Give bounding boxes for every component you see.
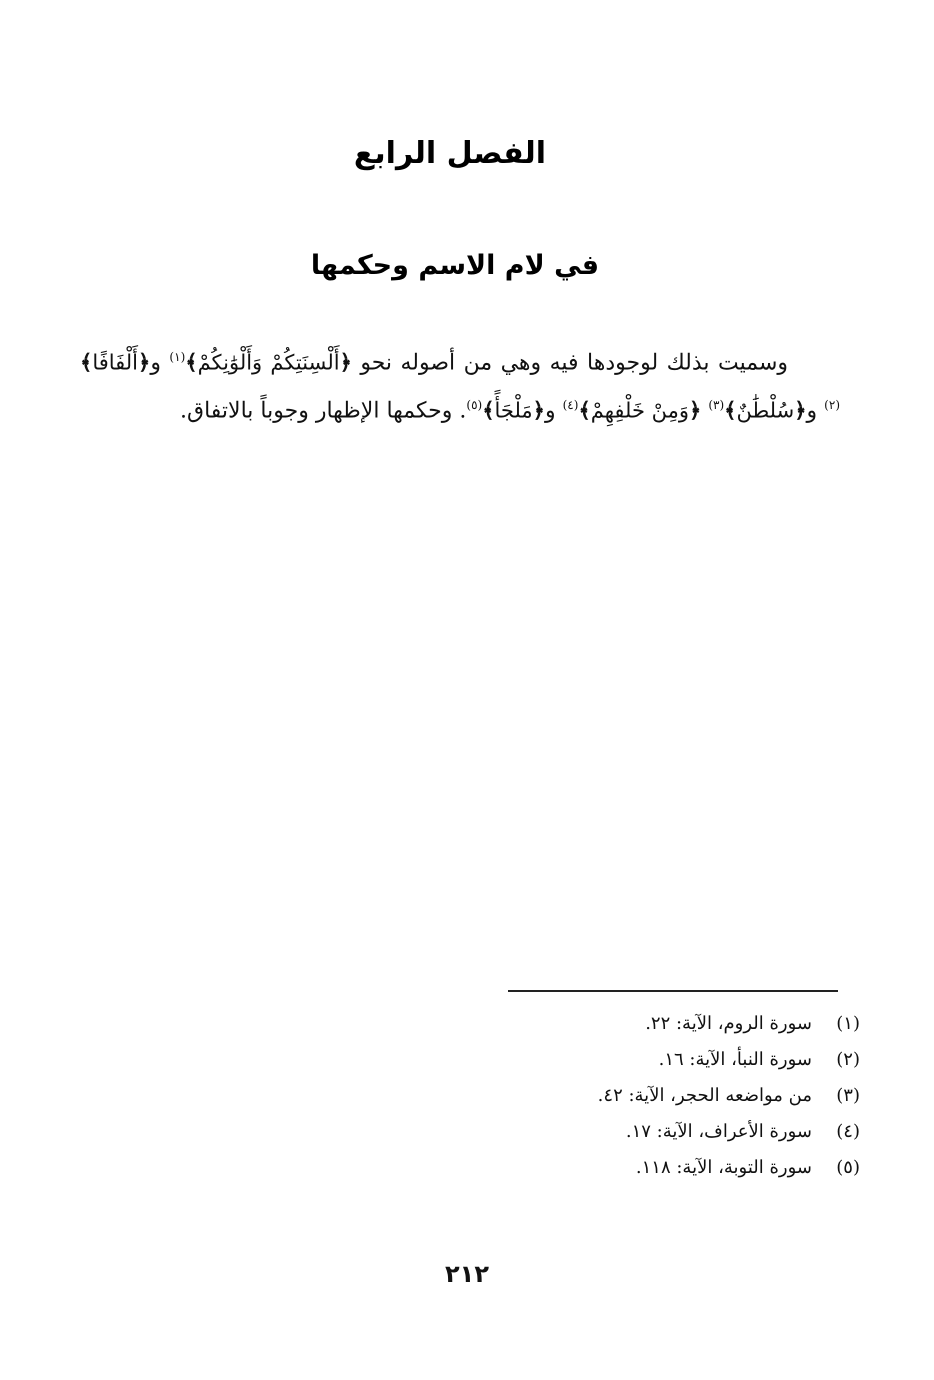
footnote-item [420, 1114, 860, 1150]
bracket-open: ﴿ [138, 350, 151, 375]
footnote-ref[interactable]: (١) [169, 350, 186, 364]
footnote-text: سورة الأعراف، الآية: ١٧. [625, 1121, 812, 1142]
quran-word-text: سُلْطَٰنٌ [736, 398, 795, 423]
footnote-ref[interactable]: (٢) [824, 398, 840, 413]
page-number: ٢١٢ [445, 1260, 489, 1288]
footnote-item [420, 1042, 860, 1078]
bracket-open: ﴿ [339, 350, 352, 375]
ending-text: . وحكمها الإظهار وجوباً بالاتفاق. [180, 398, 467, 424]
quran-word-text: أَلْسِنَتِكُمْ وَأَلْوَٰنِكُمْ [197, 350, 340, 375]
footnote-number: (٤) [836, 1121, 860, 1142]
footnote-divider [508, 990, 838, 992]
intro-text: وسميت بذلك لوجودها فيه وهي من أصوله نحو [360, 350, 789, 376]
chapter-title: الفصل الرابع [353, 136, 547, 171]
conjunction: و [150, 350, 161, 376]
bracket-close: ﴾ [724, 398, 737, 423]
bracket-close: ﴾ [578, 398, 591, 423]
footnotes-list [420, 1006, 860, 1186]
quran-word [724, 399, 806, 423]
bracket-close: ﴾ [482, 398, 495, 423]
footnote-item [420, 1078, 860, 1114]
chapter-subtitle: في لام الاسم وحكمها [310, 250, 600, 281]
bracket-close: ﴾ [185, 350, 198, 375]
quran-word-text: أَلْفَافًا [92, 350, 139, 375]
conjunction: و [544, 398, 556, 424]
quran-word [80, 350, 150, 374]
conjunction: و [806, 398, 818, 424]
footnote-text: سورة النبأ، الآية: ١٦. [658, 1049, 812, 1070]
quran-word-text: وَمِنْ خَلْفِهِمْ [590, 398, 690, 423]
quran-word-text: مَلْجَأً [494, 398, 533, 423]
footnote-text: سورة الروم، الآية: ٢٢. [645, 1013, 812, 1034]
bracket-open: ﴿ [532, 398, 545, 423]
footnote-item [420, 1150, 860, 1186]
quran-word [482, 399, 545, 423]
footnote-ref[interactable]: (٣) [708, 398, 725, 413]
footnote-ref[interactable]: (٥) [466, 398, 483, 413]
bracket-open: ﴿ [689, 398, 702, 423]
body-paragraph [80, 336, 840, 433]
footnote-ref[interactable]: (٤) [562, 398, 579, 413]
footnote-text: من مواضعه الحجر، الآية: ٤٢. [597, 1085, 812, 1106]
footnote-number: (٢) [836, 1049, 860, 1070]
bracket-close: ﴾ [80, 350, 93, 375]
footnote-text: سورة التوبة، الآية: ١١٨. [635, 1157, 812, 1178]
footnote-number: (٥) [836, 1157, 860, 1178]
footnote-item [420, 1006, 860, 1042]
bracket-open: ﴿ [794, 398, 807, 423]
quran-word [185, 350, 352, 374]
footnote-number: (٣) [836, 1085, 860, 1106]
footnote-number: (١) [836, 1013, 860, 1034]
quran-word [578, 399, 701, 423]
